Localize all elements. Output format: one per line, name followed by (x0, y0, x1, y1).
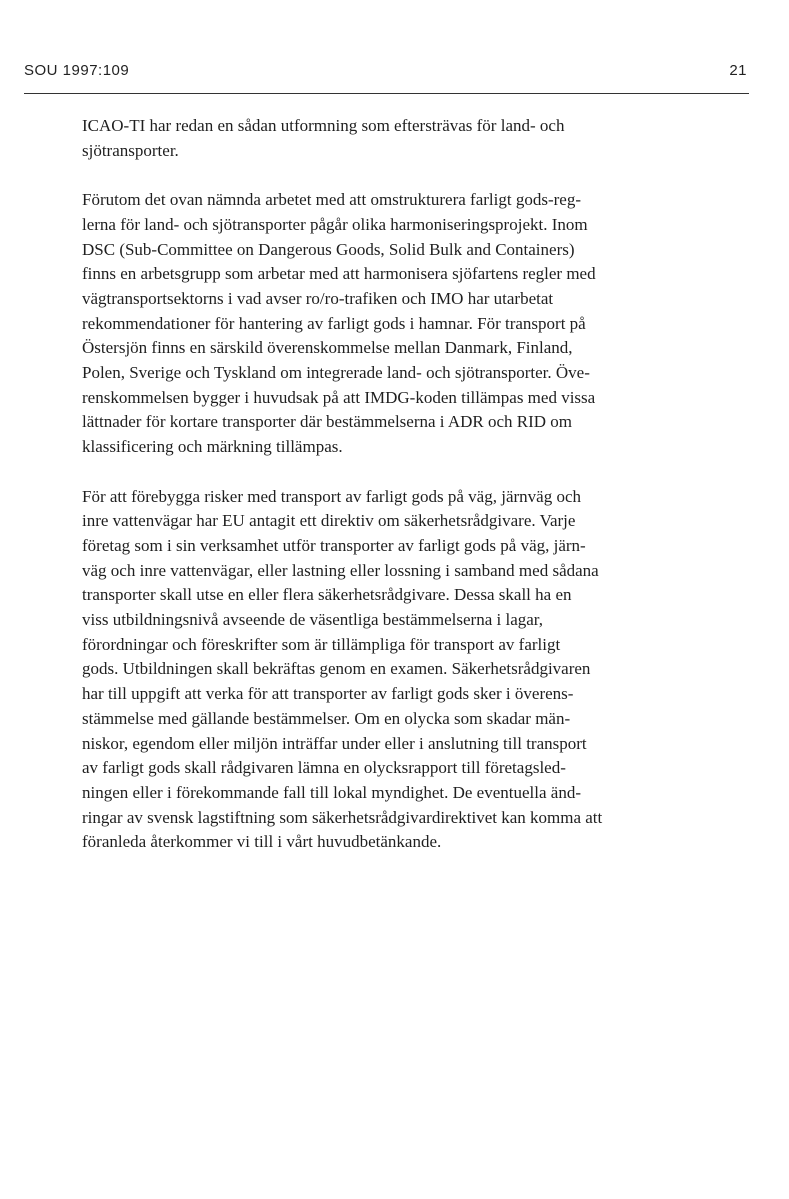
text-line: har till uppgift att verka för att transporter av farligt gods sker i överens- (82, 684, 574, 704)
text-line: stämmelse med gällande bestämmelser. Om en olycka som skadar män- (82, 708, 571, 728)
page-number: 21 (729, 62, 747, 79)
text-line: klassificering och märkning tillämpas. (82, 437, 343, 457)
paragraph-icao (82, 114, 722, 163)
text-line: transporter skall utse en eller flera säkerhetsrådgivare. Dessa skall ha en (82, 585, 572, 605)
running-header (24, 62, 747, 86)
text-line: niskor, egendom eller miljön inträffar under eller i anslutning till transport (82, 733, 587, 753)
text-line: sjötransporter. (82, 140, 179, 160)
text-line: Förutom det ovan nämnda arbetet med att omstrukturera farligt gods-reg- (82, 190, 581, 210)
text-line: DSC (Sub-Committee on Dangerous Goods, Solid Bulk and Containers) (82, 239, 575, 259)
paragraph-harmonisation (82, 188, 722, 460)
text-line: renskommelsen bygger i huvudsak på att IMDG-koden tillämpas med vissa (82, 387, 596, 407)
text-line: lerna för land- och sjötransporter pågår olika harmoniseringsprojekt. Inom (82, 214, 588, 234)
text-line: av farligt gods skall rådgivaren lämna en olycksrapport till företagsled- (82, 758, 566, 778)
report-series-label: SOU 1997:109 (24, 62, 130, 79)
text-line: gods. Utbildningen skall bekräftas genom en examen. Säkerhetsrådgivaren (82, 659, 591, 679)
body-text (82, 114, 722, 880)
text-line: ICAO-TI har redan en sådan utformning som eftersträvas för land- och (82, 116, 565, 135)
text-line: För att förebygga risker med transport av farligt gods på väg, järnväg och (82, 486, 581, 506)
text-line: vägtransportsektorns i vad avser ro/ro-trafiken och IMO har utarbetat (82, 288, 554, 308)
text-line: lättnader för kortare transporter där bestämmelserna i ADR och RID om (82, 412, 573, 432)
text-line: företag som i sin verksamhet utför transporter av farligt gods på väg, järn- (82, 535, 586, 555)
text-line: inre vattenvägar har EU antagit ett direktiv om säkerhetsrådgivare. Varje (82, 511, 576, 531)
text-line: ningen eller i förekommande fall till lokal myndighet. De eventuella änd- (82, 782, 581, 802)
text-line: väg och inre vattenvägar, eller lastning eller lossning i samband med sådana (82, 560, 599, 580)
text-line: finns en arbetsgrupp som arbetar med att harmonisera sjöfartens regler med (82, 264, 596, 284)
text-line: ringar av svensk lagstiftning som säkerhetsrådgivardirektivet kan komma att (82, 807, 603, 827)
text-line: viss utbildningsnivå avseende de väsentliga bestämmelserna i lagar, (82, 610, 544, 630)
text-line: Östersjön finns en särskild överenskommelse mellan Danmark, Finland, (82, 338, 573, 358)
paragraph-safety-advisers (82, 485, 722, 856)
text-line: rekommendationer för hantering av farligt gods i hamnar. För transport på (82, 313, 586, 333)
text-line: förordningar och föreskrifter som är tillämpliga för transport av farligt (82, 634, 561, 654)
header-rule (24, 93, 749, 94)
text-line: Polen, Sverige och Tyskland om integrerade land- och sjötransporter. Öve- (82, 363, 590, 383)
text-line: föranleda återkommer vi till i vårt huvudbetänkande. (82, 832, 442, 852)
